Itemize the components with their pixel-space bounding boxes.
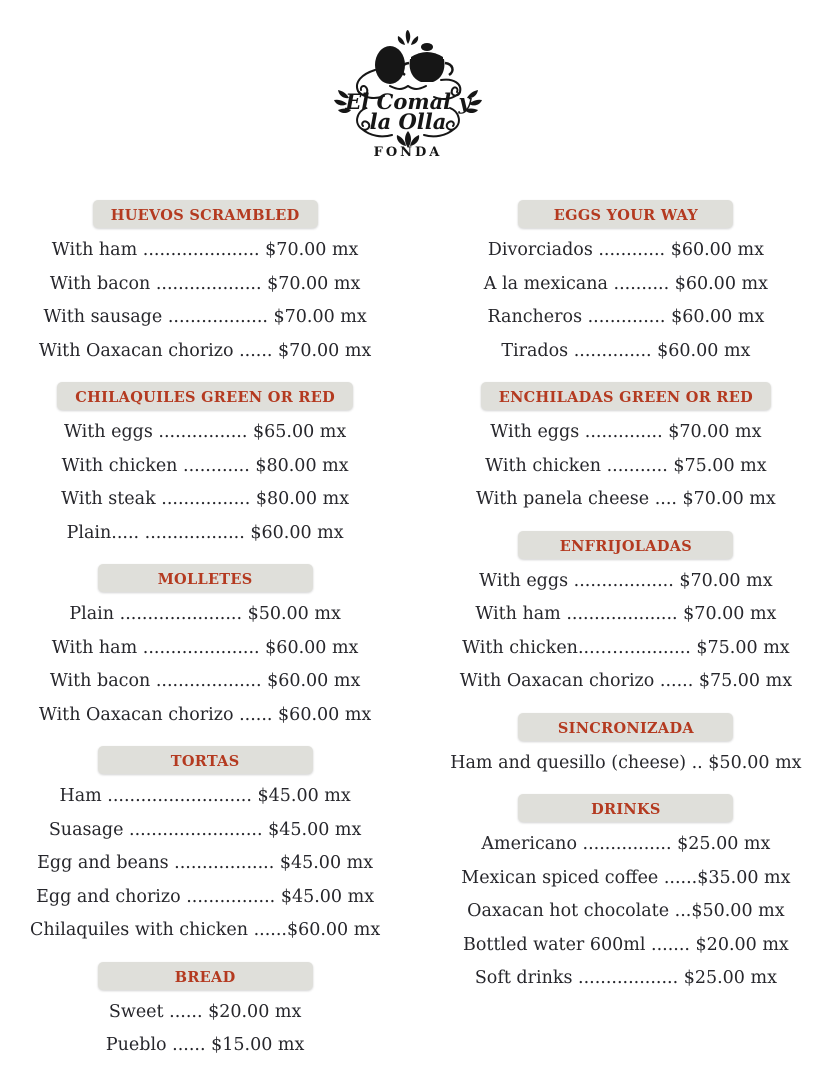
menu-item-name: With eggs [479, 570, 569, 591]
menu-item-dots: ........................ [123, 819, 269, 840]
section-title: EGGS YOUR WAY [553, 207, 698, 224]
menu-item-name: With bacon [49, 273, 151, 294]
menu-item-price: $60.00 mx [250, 522, 344, 543]
menu-item-dots: .................. [168, 853, 280, 873]
menu-item-price: $70.00 mx [273, 307, 367, 327]
menu-item [30, 665, 380, 699]
menu-item-name: With Oaxacan chorizo [38, 340, 234, 361]
menu-item-name: With ham [475, 604, 561, 624]
menu-item-name: Ham and quesillo (cheese) [450, 752, 687, 773]
menu-item-name: Tirados [501, 340, 569, 361]
menu-item [450, 962, 801, 996]
menu-item [450, 632, 801, 666]
menu-item [30, 996, 380, 1030]
menu-item-name: Pueblo [105, 1035, 167, 1055]
menu-item [30, 268, 380, 302]
menu-item-name: A la mexicana [483, 273, 608, 294]
menu-item-price: $75.00 mx [673, 455, 767, 476]
menu-item-name: With eggs [63, 422, 153, 442]
menu-item-dots: ............ [177, 455, 256, 476]
menu-item-price: $75.00 mx [696, 637, 790, 658]
olla-pot-icon [402, 43, 453, 82]
menu-item-dots: .............. [568, 340, 658, 361]
menu-item-dots: ...... [654, 671, 699, 691]
section-items [30, 234, 380, 368]
section-header-badge [57, 382, 353, 410]
menu-item [450, 929, 801, 963]
logo-title-line1: El Comal y [345, 89, 471, 114]
menu-section [30, 746, 380, 948]
menu-item-price: $75.00 mx [698, 671, 793, 691]
section-header-badge [98, 962, 313, 990]
menu-item-name: Ham [59, 786, 102, 806]
menu-item [30, 881, 380, 915]
section-title: DRINKS [591, 801, 661, 818]
menu-item-name: With eggs [490, 422, 580, 442]
menu-item-price: $60.00 mx [267, 671, 361, 691]
logo-graphic [328, 28, 488, 158]
menu-item [30, 598, 380, 632]
menu-item-price: $65.00 mx [252, 422, 347, 442]
menu-item-price: $50.00 mx [708, 752, 802, 773]
menu-item-price: $60.00 mx [278, 704, 372, 725]
menu-item-price: $70.00 mx [683, 604, 777, 624]
menu-item-name: Mexican spiced coffee [461, 867, 659, 888]
menu-item-dots: .................. [572, 968, 684, 988]
section-items [450, 416, 801, 517]
menu-item [450, 565, 801, 599]
menu-item [30, 699, 380, 733]
section-header-badge [518, 531, 733, 559]
menu-item [450, 747, 801, 781]
menu-section [30, 200, 380, 368]
menu-item-dots: .. [686, 752, 709, 773]
menu-item-price: $60.00 mx [657, 340, 751, 361]
menu-item-price: $50.00 mx [247, 604, 341, 624]
menu-item-name: With Oaxacan chorizo [459, 671, 655, 691]
menu-item [450, 862, 801, 896]
menu-item-dots: .......................... [101, 786, 258, 806]
menu-item-dots: ..................... [137, 240, 266, 260]
menu-item [30, 847, 380, 881]
menu-item-name: Suasage [48, 819, 124, 840]
menu-item-name: Egg and beans [37, 853, 169, 873]
menu-item-dots: ................... [150, 273, 268, 294]
menu-item-name: With chicken [462, 637, 578, 658]
menu-item-name: Bottled water 600ml [462, 934, 646, 955]
menu-item-price: $60.00 mx [670, 240, 764, 260]
menu-item-price: $70.00 mx [679, 570, 773, 591]
menu-item-dots: .............. [582, 307, 672, 327]
menu-section [30, 382, 380, 550]
menu-item-name: With chicken [485, 455, 602, 476]
menu-item-dots: ................ [152, 422, 253, 442]
menu-item-dots: ............ [592, 240, 671, 260]
menu-item-dots: .................. [162, 307, 274, 327]
logo-subtitle-fonda: FONDA [373, 145, 443, 158]
menu-item-name: Rancheros [487, 307, 583, 327]
menu-item-price: $60.00 mx [286, 920, 381, 940]
menu-item [30, 632, 380, 666]
section-title: ENCHILADAS GREEN OR RED [498, 389, 754, 406]
menu-item-dots: ...... [658, 867, 698, 888]
menu-item-name: With bacon [49, 671, 151, 691]
section-items [450, 234, 801, 368]
menu-item-dots: .............. [579, 422, 669, 442]
menu-item [450, 335, 801, 369]
menu-item-name: Chilaquiles with chicken [30, 920, 248, 940]
menu-item [30, 234, 380, 268]
menu-item-dots: ...... [248, 920, 287, 940]
menu-item-price: $20.00 mx [695, 934, 789, 955]
menu-item [30, 914, 380, 948]
section-header-badge [481, 382, 771, 410]
section-items [450, 828, 801, 996]
section-header-badge [98, 564, 313, 592]
menu-item-price: $60.00 mx [265, 637, 359, 658]
menu-section [450, 531, 801, 699]
menu-item-price: $80.00 mx [255, 489, 350, 509]
section-title: ENFRIJOLADAS [559, 537, 693, 555]
section-title: TORTAS [170, 753, 240, 770]
menu-item-name: Soft drinks [474, 968, 573, 988]
section-title: SINCRONIZADA [557, 719, 694, 737]
section-title: CHILAQUILES GREEN OR RED [75, 389, 335, 406]
menu-item-price: $25.00 mx [677, 834, 771, 854]
menu-item [30, 483, 380, 517]
restaurant-logo [0, 0, 816, 160]
menu-section [450, 200, 801, 368]
menu-item-dots: ...... [166, 1035, 212, 1055]
menu-item-name: Divorciados [487, 240, 593, 260]
section-title: MOLLETES [157, 571, 253, 588]
menu-item-name: With sausage [43, 307, 163, 327]
menu-item-dots: ...……........... [577, 637, 697, 658]
menu-item-price: $45.00 mx [280, 886, 375, 907]
menu-item-name: Americano [481, 834, 577, 854]
menu-item-dots: ................ [180, 886, 281, 907]
menu-item-dots: ...... [233, 340, 279, 361]
menu-item [450, 234, 801, 268]
menu-item [30, 335, 380, 369]
section-items [30, 416, 380, 550]
section-title: BREAD [174, 968, 236, 986]
menu-item-dots: ...... [233, 704, 279, 725]
leaf-ornament-top [398, 30, 418, 45]
menu-section [450, 794, 801, 996]
menu-item [30, 814, 380, 848]
menu-item-name: Egg and chorizo [36, 886, 181, 907]
section-header-badge [518, 200, 733, 228]
menu-item-name: With chicken [61, 455, 178, 476]
menu-item-dots: ..................... [137, 637, 266, 658]
menu-grid [0, 160, 816, 1077]
menu-item [30, 517, 380, 551]
menu-item-price: $70.00 mx [265, 240, 359, 260]
menu-item-dots: ..... .................. [111, 522, 251, 543]
menu-item-name: Oaxacan hot chocolate [467, 901, 670, 921]
menu-item-price: $80.00 mx [255, 455, 349, 476]
menu-item-price: $70.00 mx [278, 340, 372, 361]
menu-item [30, 780, 380, 814]
menu-item-dots: ...................... [114, 604, 248, 624]
menu-item [450, 828, 801, 862]
menu-item-price: $45.00 mx [279, 853, 374, 873]
menu-item-name: Plain [69, 604, 115, 624]
section-header-badge [518, 794, 733, 822]
section-items [30, 598, 380, 732]
section-items [450, 565, 801, 699]
menu-item [450, 416, 801, 450]
menu-section [450, 382, 801, 517]
menu-item-dots: ................... [150, 671, 268, 691]
menu-column-right [450, 200, 801, 1077]
section-title: HUEVOS SCRAMBLED [110, 207, 300, 224]
menu-item-price: $35.00 mx [697, 867, 791, 888]
menu-item [450, 301, 801, 335]
menu-item-name: With panela cheese [476, 489, 650, 509]
menu-item-dots: ................ [155, 489, 256, 509]
menu-item-price: $60.00 mx [674, 273, 768, 294]
menu-item-price: $50.00 mx [691, 901, 785, 921]
section-header-badge [518, 713, 733, 741]
menu-section [30, 962, 380, 1063]
menu-item [450, 450, 801, 484]
menu-item-price: $25.00 mx [683, 968, 777, 988]
menu-item [450, 483, 801, 517]
menu-item-name: With ham [51, 240, 138, 260]
menu-item-price: $15.00 mx [211, 1035, 305, 1055]
logo-title-line2: la Olla [369, 109, 447, 134]
menu-item-name: With Oaxacan chorizo [38, 704, 234, 725]
menu-column-left [30, 200, 380, 1077]
menu-item-price: $70.00 mx [267, 273, 361, 294]
menu-item-name: With steak [61, 489, 156, 509]
menu-item [30, 450, 380, 484]
menu-item-price: $60.00 mx [671, 307, 765, 327]
section-items [30, 996, 380, 1063]
section-items [30, 780, 380, 948]
menu-item [450, 895, 801, 929]
menu-section [30, 564, 380, 732]
menu-item [450, 665, 801, 699]
menu-item-name: Sweet [108, 1001, 164, 1022]
menu-item-price: $20.00 mx [208, 1001, 302, 1022]
menu-section [450, 713, 801, 781]
menu-item-dots: .... [649, 489, 683, 509]
menu-item-price: $45.00 mx [268, 819, 362, 840]
menu-item-dots: ........... [601, 455, 674, 476]
menu-item [30, 416, 380, 450]
menu-item [30, 301, 380, 335]
menu-item [30, 1029, 380, 1063]
menu-item-price: $70.00 mx [668, 422, 762, 442]
menu-item-name: Plain [66, 522, 112, 543]
menu-item-price: $70.00 mx [682, 489, 776, 509]
section-header-badge [93, 200, 318, 228]
menu-item [450, 598, 801, 632]
menu-item-price: $45.00 mx [257, 786, 351, 806]
comal-icon [375, 46, 405, 84]
menu-item-dots: ................ [576, 834, 678, 854]
menu-item-dots: .................... [560, 604, 684, 624]
menu-item-dots: ... [669, 901, 692, 921]
section-header-badge [98, 746, 313, 774]
menu-item-dots: ....... [645, 934, 696, 955]
menu-item-name: With ham [51, 637, 138, 658]
menu-item [450, 268, 801, 302]
section-items [450, 747, 801, 781]
menu-item-dots: .......... [607, 273, 675, 294]
menu-item-dots: ...... [163, 1001, 209, 1022]
menu-item-dots: .................. [568, 570, 680, 591]
